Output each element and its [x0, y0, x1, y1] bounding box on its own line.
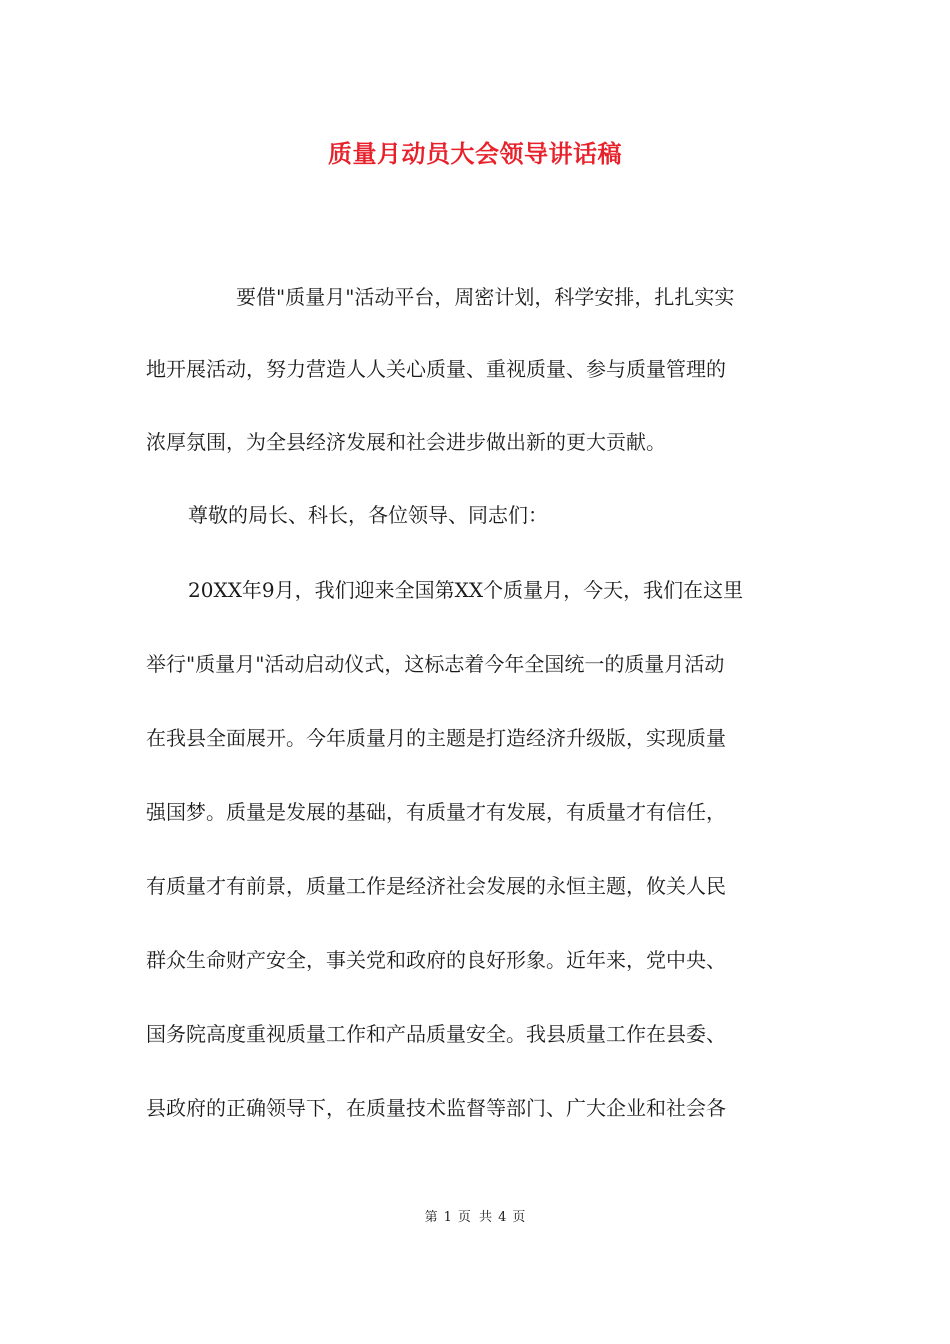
salutation-line: 尊敬的局长、科长，各位领导、同志们：	[188, 503, 548, 527]
document-title: 质量月动员大会领导讲话稿	[328, 139, 622, 168]
paragraph-line: 国务院高度重视质量工作和产品质量安全。我县质量工作在县委、	[146, 1022, 726, 1046]
page-current: 1	[443, 1210, 452, 1225]
paragraph-line: 要借"质量月"活动平台，周密计划，科学安排，扎扎实实	[236, 285, 735, 309]
paragraph-line: 强国梦。质量是发展的基础，有质量才有发展，有质量才有信任，	[146, 800, 726, 824]
page-label-prefix: 第	[424, 1210, 438, 1225]
paragraph-line: 20XX年9月，我们迎来全国第XX个质量月，今天，我们在这里	[188, 578, 744, 602]
paragraph-line: 县政府的正确领导下，在质量技术监督等部门、广大企业和社会各	[146, 1096, 726, 1120]
paragraph-line: 在我县全面展开。今年质量月的主题是打造经济升级版，实现质量	[146, 726, 726, 750]
page-label-suffix: 页	[512, 1210, 526, 1225]
paragraph-line: 有质量才有前景，质量工作是经济社会发展的永恒主题，攸关人民	[146, 874, 726, 898]
paragraph-line: 浓厚氛围，为全县经济发展和社会进步做出新的更大贡献。	[146, 430, 666, 454]
paragraph-line: 群众生命财产安全，事关党和政府的良好形象。近年来，党中央、	[146, 948, 726, 972]
paragraph-line: 地开展活动，努力营造人人关心质量、重视质量、参与质量管理的	[146, 357, 726, 381]
page-footer	[0, 1208, 950, 1228]
page-label-mid: 页 共	[457, 1210, 493, 1225]
paragraph-line: 举行"质量月"活动启动仪式，这标志着今年全国统一的质量月活动	[146, 652, 725, 676]
page-total: 4	[498, 1210, 507, 1225]
